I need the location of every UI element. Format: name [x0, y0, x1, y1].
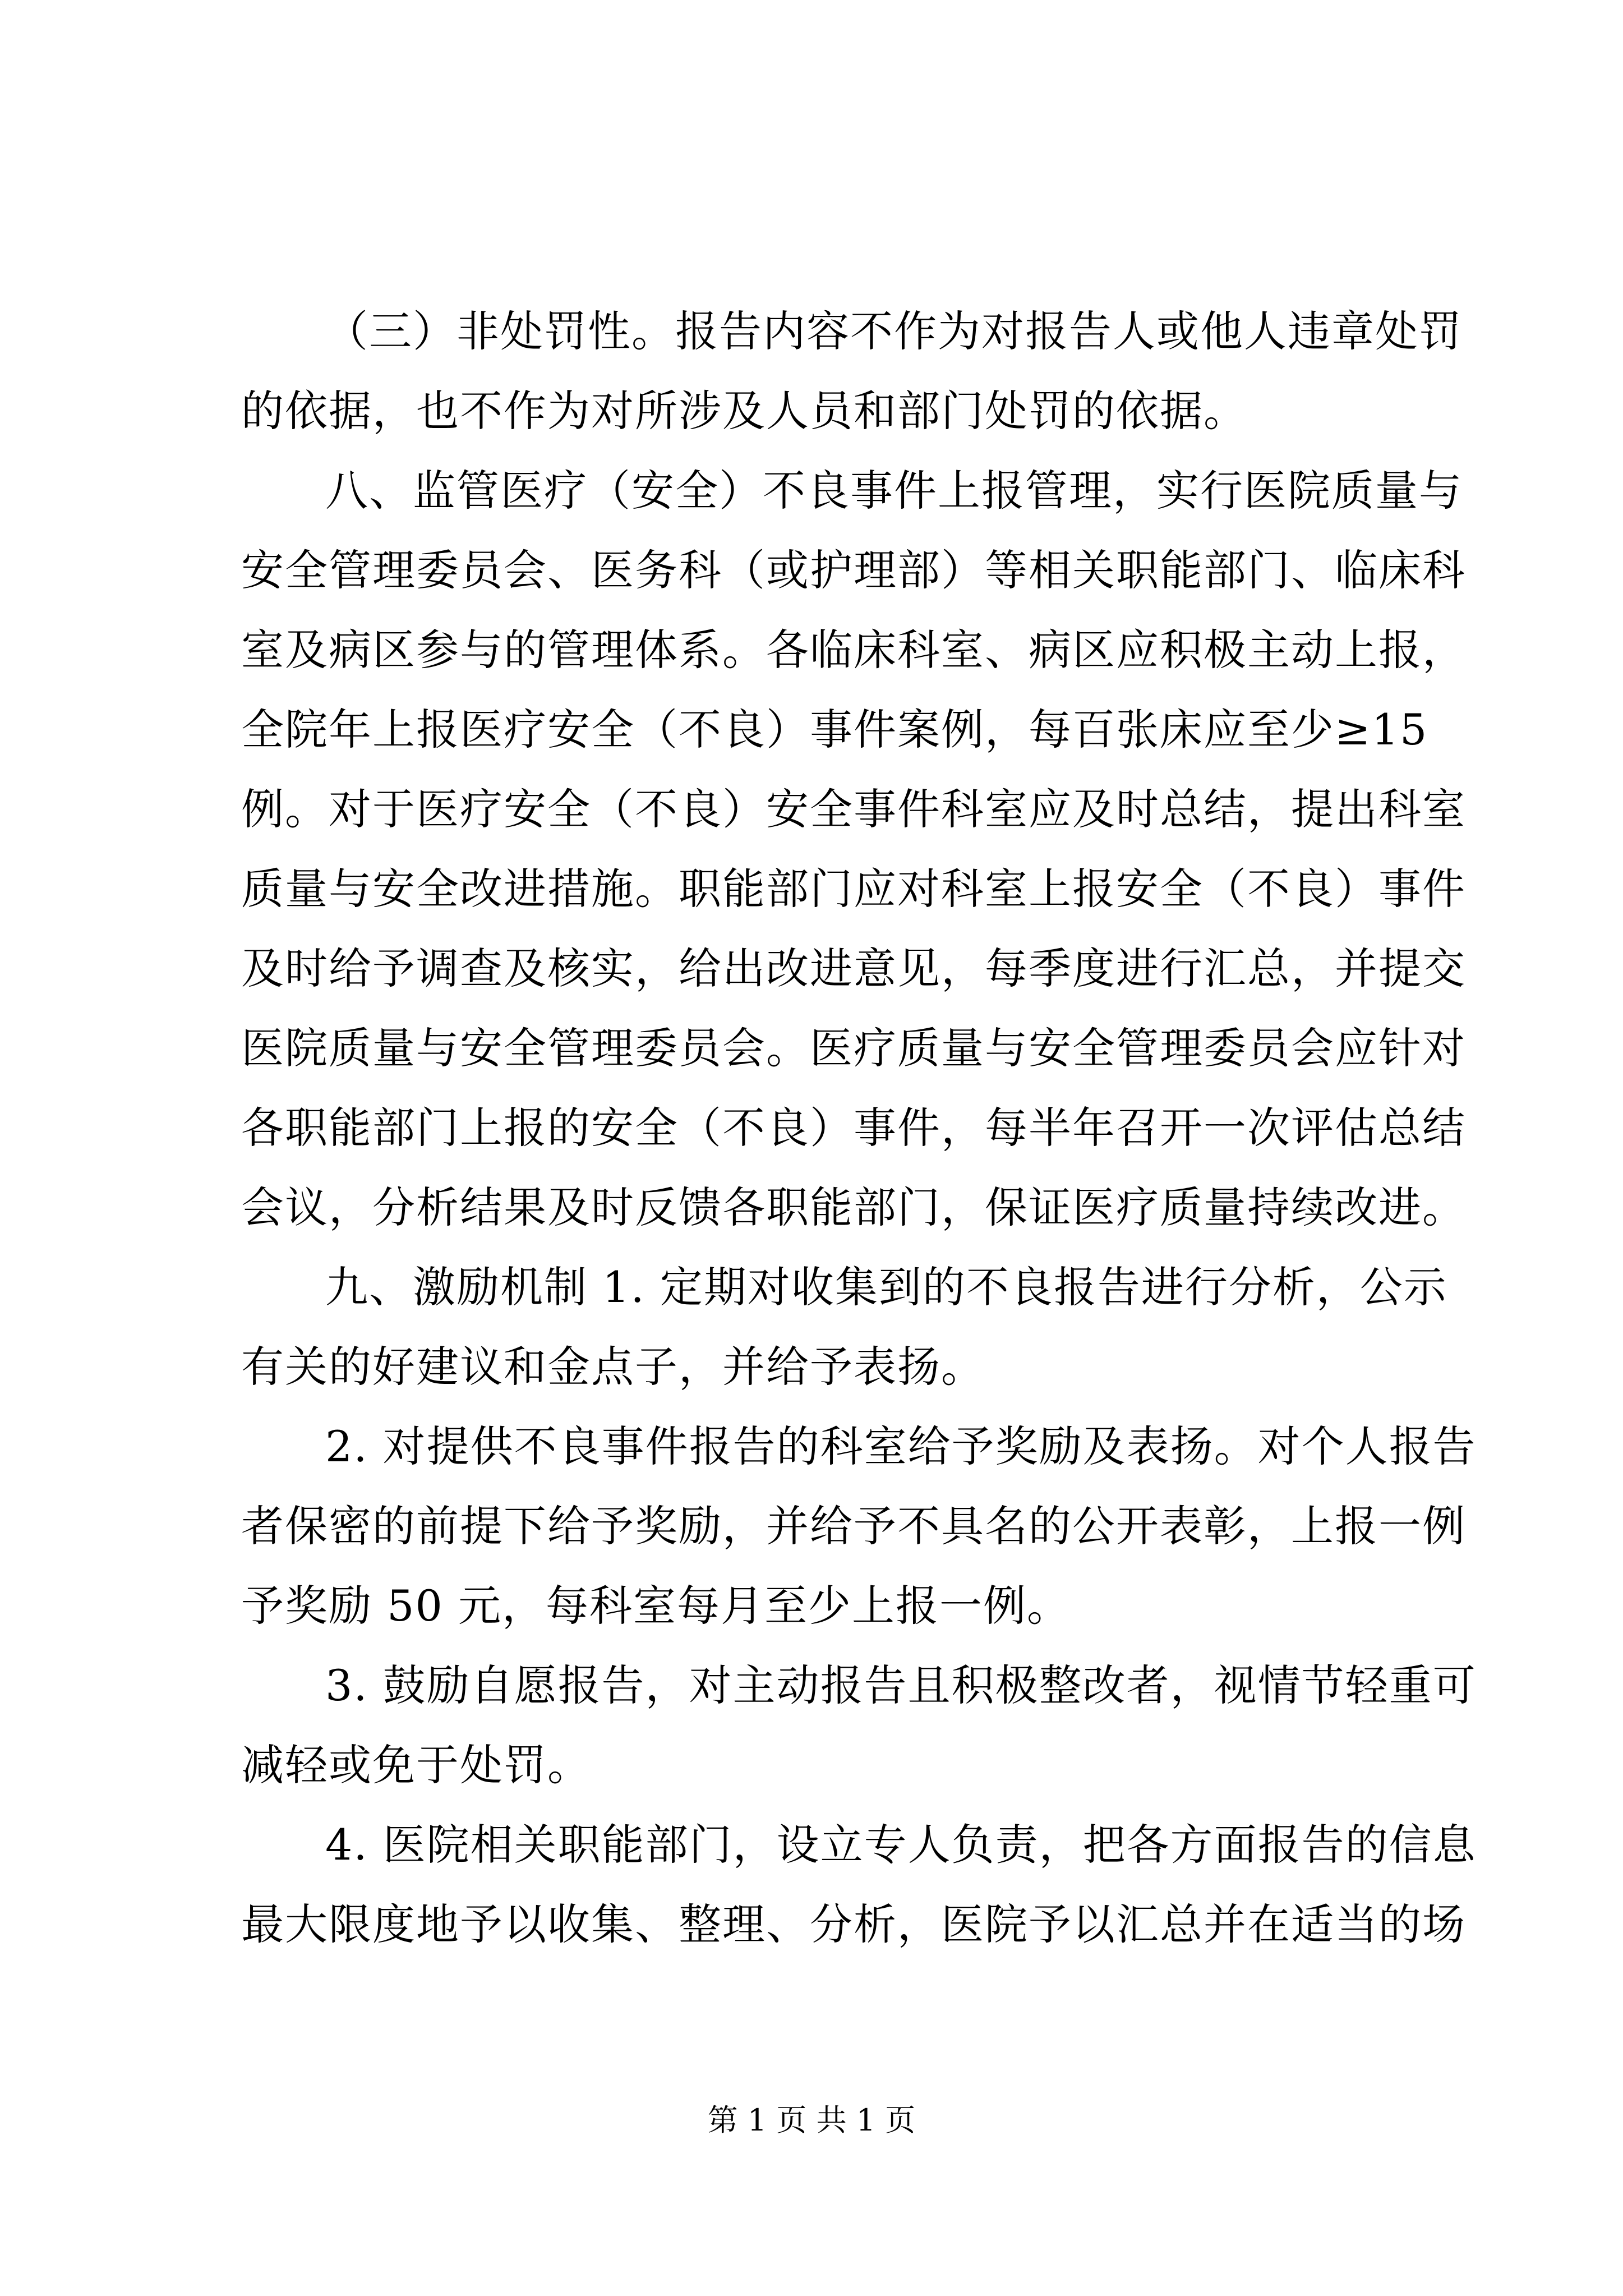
text-line: 室及病区参与的管理体系。各临床科室、病区应积极主动上报， — [241, 625, 1466, 675]
text-line: 最大限度地予以收集、整理、分析，医院予以汇总并在适当的场 — [241, 1899, 1466, 1949]
text-line: 例。对于医疗安全（不良）安全事件科室应及时总结，提出科室 — [241, 784, 1466, 834]
text-line: （三）非处罚性。报告内容不作为对报告人或他人违章处罚 — [325, 306, 1463, 356]
text-line: 者保密的前提下给予奖励，并给予不具名的公开表彰，上报一例 — [241, 1501, 1466, 1551]
text-line: 全院年上报医疗安全（不良）事件案例，每百张床应至少≥15 — [241, 705, 1428, 754]
text-line: 医院质量与安全管理委员会。医疗质量与安全管理委员会应针对 — [241, 1023, 1466, 1073]
text-line: 的依据，也不作为对所涉及人员和部门处罚的依据。 — [241, 386, 1247, 436]
document-body — [241, 292, 1477, 1964]
text-line: 4. 医院相关职能部门，设立专人负责，把各方面报告的信息 — [325, 1820, 1477, 1870]
text-line: 会议，分析结果及时反馈各职能部门，保证医疗质量持续改进。 — [241, 1182, 1466, 1232]
text-line: 2. 对提供不良事件报告的科室给予奖励及表扬。对个人报告 — [325, 1421, 1477, 1471]
text-line: 各职能部门上报的安全（不良）事件，每半年召开一次评估总结 — [241, 1103, 1466, 1153]
text-line: 九、激励机制 1. 定期对收集到的不良报告进行分析，公示 — [325, 1262, 1447, 1312]
text-line: 有关的好建议和金点子，并给予表扬。 — [241, 1342, 985, 1392]
text-line: 减轻或免于处罚。 — [241, 1740, 591, 1790]
text-line: 3. 鼓励自愿报告，对主动报告且积极整改者，视情节轻重可 — [325, 1660, 1477, 1710]
text-line: 质量与安全改进措施。职能部门应对科室上报安全（不良）事件 — [241, 864, 1466, 914]
text-line: 八、监管医疗（安全）不良事件上报管理，实行医院质量与 — [325, 466, 1463, 516]
text-line: 予奖励 50 元，每科室每月至少上报一例。 — [241, 1581, 1071, 1631]
page-number-label: 第 1 页 共 1 页 — [707, 2102, 916, 2138]
page-footer — [0, 2101, 1623, 2140]
text-line: 安全管理委员会、医务科（或护理部）等相关职能部门、临床科 — [241, 545, 1466, 595]
text-line: 及时给予调查及核实，给出改进意见，每季度进行汇总，并提交 — [241, 944, 1466, 993]
